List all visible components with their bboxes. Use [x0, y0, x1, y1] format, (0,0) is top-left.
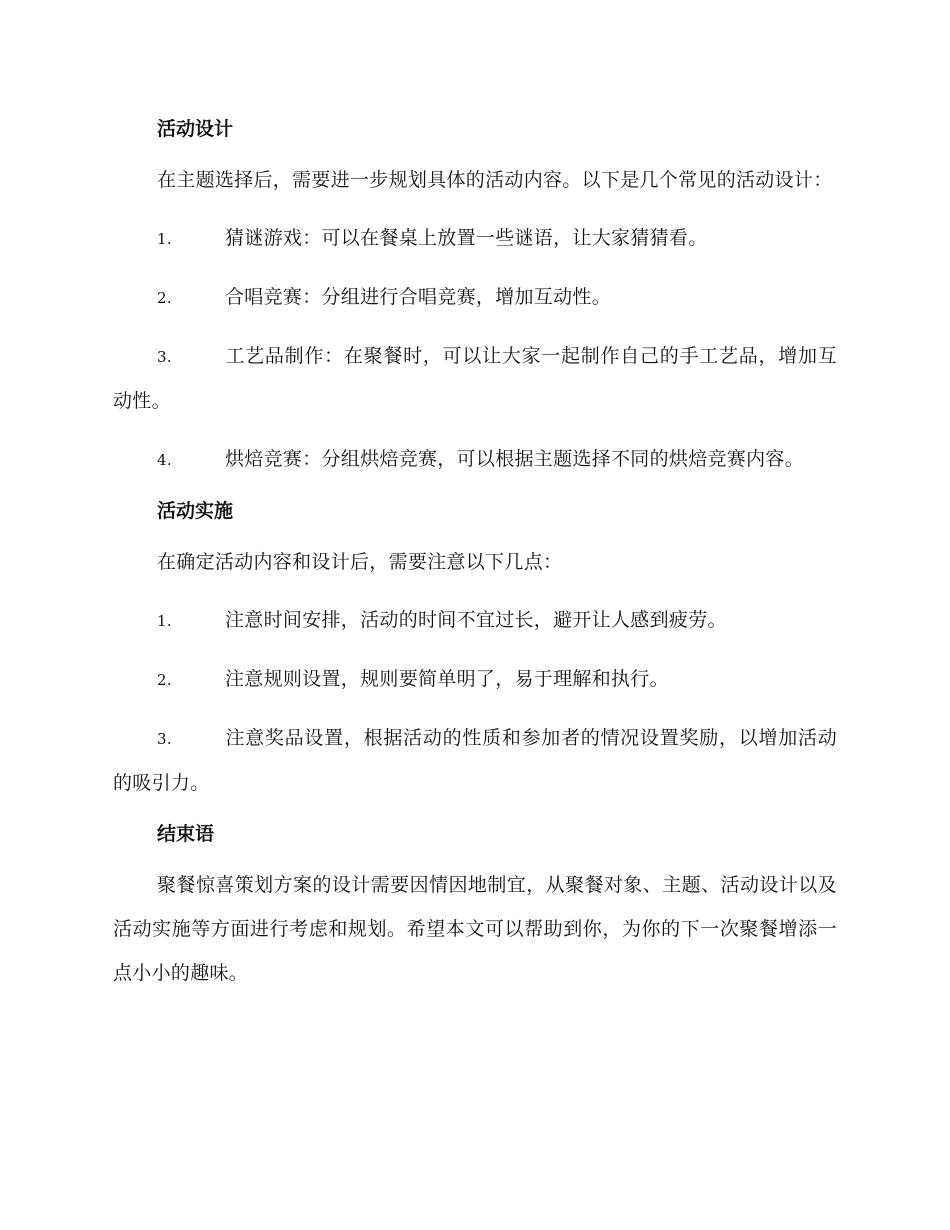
- list-item-text: 注意奖品设置，根据活动的性质和参加者的情况设置奖励，以增加活动的吸引力。: [113, 727, 837, 794]
- design-intro-paragraph: 在主题选择后，需要进一步规划具体的活动内容。以下是几个常见的活动设计：: [157, 169, 833, 191]
- document-content: [113, 100, 837, 995]
- list-item: [113, 716, 837, 805]
- list-number: 1.: [157, 230, 172, 248]
- conclusion-paragraph: 聚餐惊喜策划方案的设计需要因情因地制宜，从聚餐对象、主题、活动设计以及活动实施等方面进行考虑和规划。希望本文可以帮助到你，为你的下一次聚餐增添一点小小的趣味。: [113, 874, 837, 984]
- section-heading-conclusion: 结束语: [157, 823, 215, 845]
- list-item-text: 猜谜游戏：可以在餐桌上放置一些谜语，让大家猜猜看。: [225, 227, 708, 249]
- list-item-text: 合唱竞赛：分组进行合唱竞赛，增加互动性。: [225, 286, 612, 308]
- section-heading-design: 活动设计: [157, 118, 234, 140]
- list-item: [113, 657, 837, 702]
- list-item: [113, 598, 837, 643]
- implementation-intro-paragraph: 在确定活动内容和设计后，需要注意以下几点：: [157, 551, 563, 573]
- section-heading-implementation: 活动实施: [157, 500, 234, 522]
- list-number: 4.: [157, 451, 172, 469]
- list-item: [113, 437, 837, 482]
- list-item: [113, 216, 837, 261]
- list-item: [113, 334, 837, 423]
- list-number: 2.: [157, 671, 172, 689]
- list-number: 2.: [157, 289, 172, 307]
- list-item-text: 烘焙竞赛：分组烘焙竞赛，可以根据主题选择不同的烘焙竞赛内容。: [225, 448, 805, 470]
- list-number: 3.: [157, 348, 172, 366]
- list-item-text: 注意时间安排，活动的时间不宜过长，避开让人感到疲劳。: [225, 609, 727, 631]
- list-number: 3.: [157, 730, 172, 748]
- list-number: 1.: [157, 612, 172, 630]
- list-item-text: 注意规则设置，规则要简单明了，易于理解和执行。: [225, 668, 669, 690]
- list-item-text: 工艺品制作：在聚餐时，可以让大家一起制作自己的手工艺品，增加互动性。: [113, 345, 837, 412]
- list-item: [113, 275, 837, 320]
